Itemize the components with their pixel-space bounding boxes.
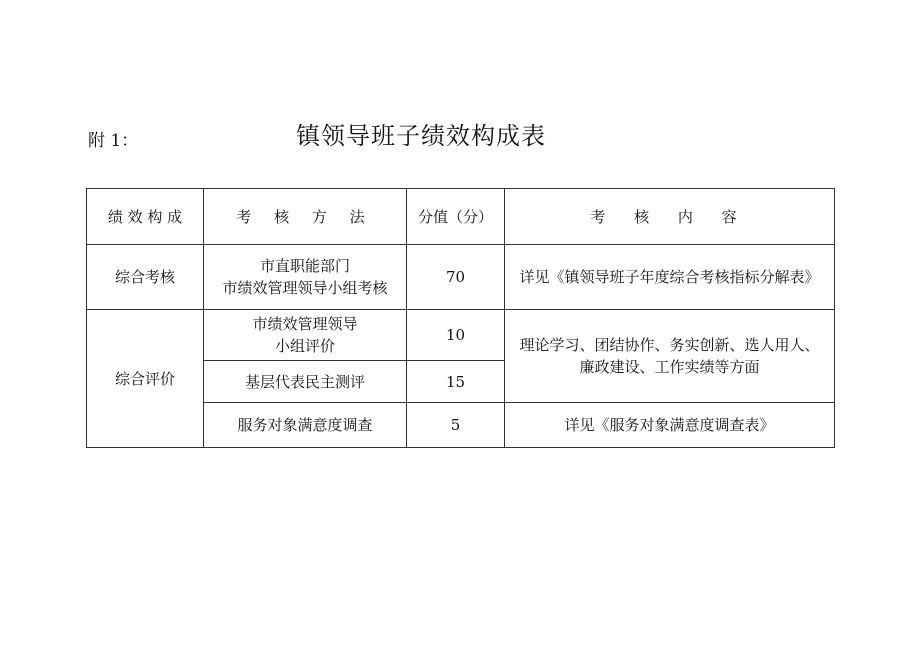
score-cell: 70 [407, 245, 505, 310]
performance-table [86, 188, 835, 448]
score-cell: 15 [407, 361, 505, 403]
header-score: 分值（分） [407, 189, 505, 245]
method-line: 市绩效管理领导 [252, 315, 358, 333]
header-method: 考 核 方 法 [204, 189, 407, 245]
table-row [87, 245, 835, 310]
method-cell: 基层代表民主测评 [204, 361, 407, 403]
header-content: 考 核 内 容 [505, 189, 835, 245]
content-cell: 详见《服务对象满意度调查表》 [505, 403, 835, 448]
method-line: 小组评价 [274, 337, 335, 355]
document-title: 镇领导班子绩效构成表 [296, 122, 546, 150]
table-header-row [87, 189, 835, 245]
method-line: 市绩效管理领导小组考核 [222, 279, 388, 297]
header-composition: 绩 效 构 成 [87, 189, 204, 245]
method-line: 市直职能部门 [259, 257, 350, 275]
category-cell: 综合考核 [87, 245, 204, 310]
method-cell: 服务对象满意度调查 [204, 403, 407, 448]
category-cell: 综合评价 [87, 310, 204, 448]
content-line: 理论学习、团结协作、务实创新、选人用人、 [519, 336, 820, 354]
score-cell: 10 [407, 310, 505, 361]
method-cell [204, 310, 407, 361]
method-cell [204, 245, 407, 310]
content-cell [505, 310, 835, 403]
attachment-label: 附 1： [88, 131, 139, 151]
content-cell: 详见《镇领导班子年度综合考核指标分解表》 [505, 245, 835, 310]
table-row [87, 310, 835, 361]
score-cell: 5 [407, 403, 505, 448]
content-line: 廉政建设、工作实绩等方面 [579, 358, 760, 376]
